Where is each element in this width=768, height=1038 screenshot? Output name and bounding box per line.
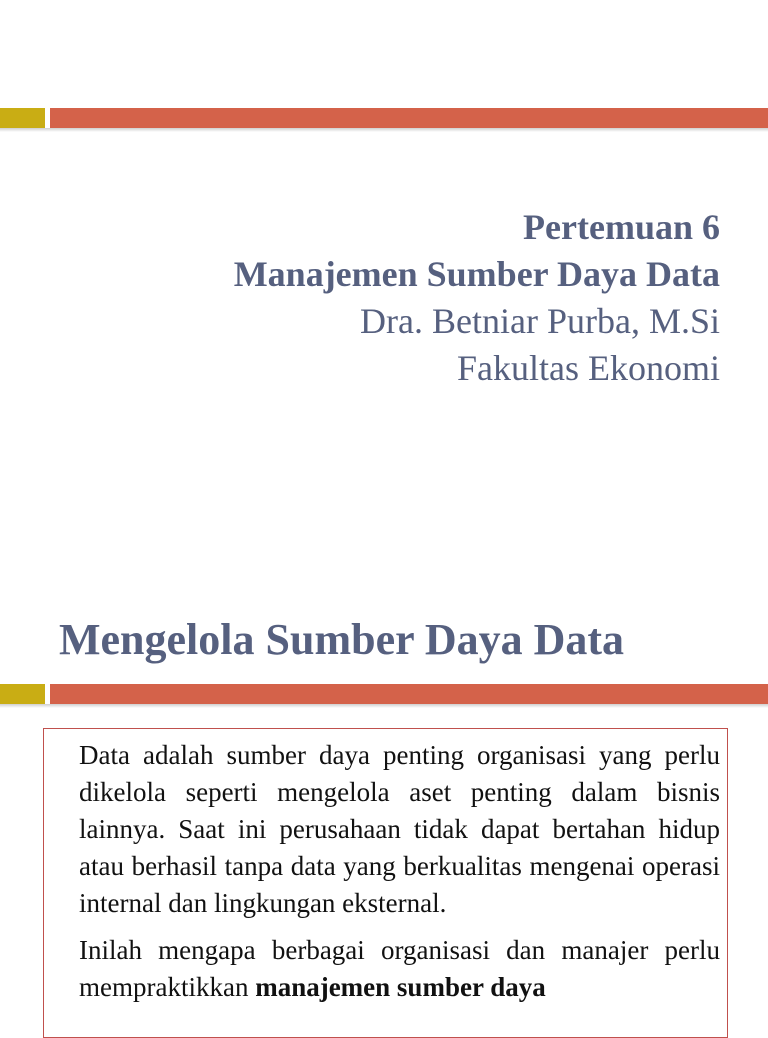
emphasis-text: manajemen sumber daya [255,972,546,1002]
faculty-name: Fakultas Ekonomi [457,348,720,388]
accent-bar-orange-segment [50,684,768,704]
course-title: Manajemen Sumber Daya Data [233,254,720,294]
heading-accent-bar [0,684,768,704]
lecturer-name: Dra. Betniar Purba, M.Si [360,301,720,341]
paragraph-data-importance: Data adalah sumber daya penting organisasi yang perlu dikelola seperti mengelola aset penting dalam bisnis lainnya. Saat ini perusahaan tidak dapat bertahan hidup atau berhasil tanpa data yang berkualitas mengenai operasi internal dan lingkungan eksternal. [79,740,720,918]
accent-bar-yellow-segment [0,108,45,128]
paragraph-why-manage [79,932,720,1006]
top-accent-bar [0,108,768,128]
accent-bar-shadow [0,128,768,132]
content-box [43,728,728,1038]
accent-bar-orange-segment [50,108,768,128]
accent-bar-yellow-segment [0,684,45,704]
slide-heading: Mengelola Sumber Daya Data [59,615,625,664]
meeting-number: Pertemuan 6 [523,207,720,247]
paragraph-text: Inilah mengapa berbagai organisasi dan manajer perlu mempraktikkan [79,935,720,1002]
accent-bar-shadow [0,704,768,708]
title-slide-text [234,204,720,392]
